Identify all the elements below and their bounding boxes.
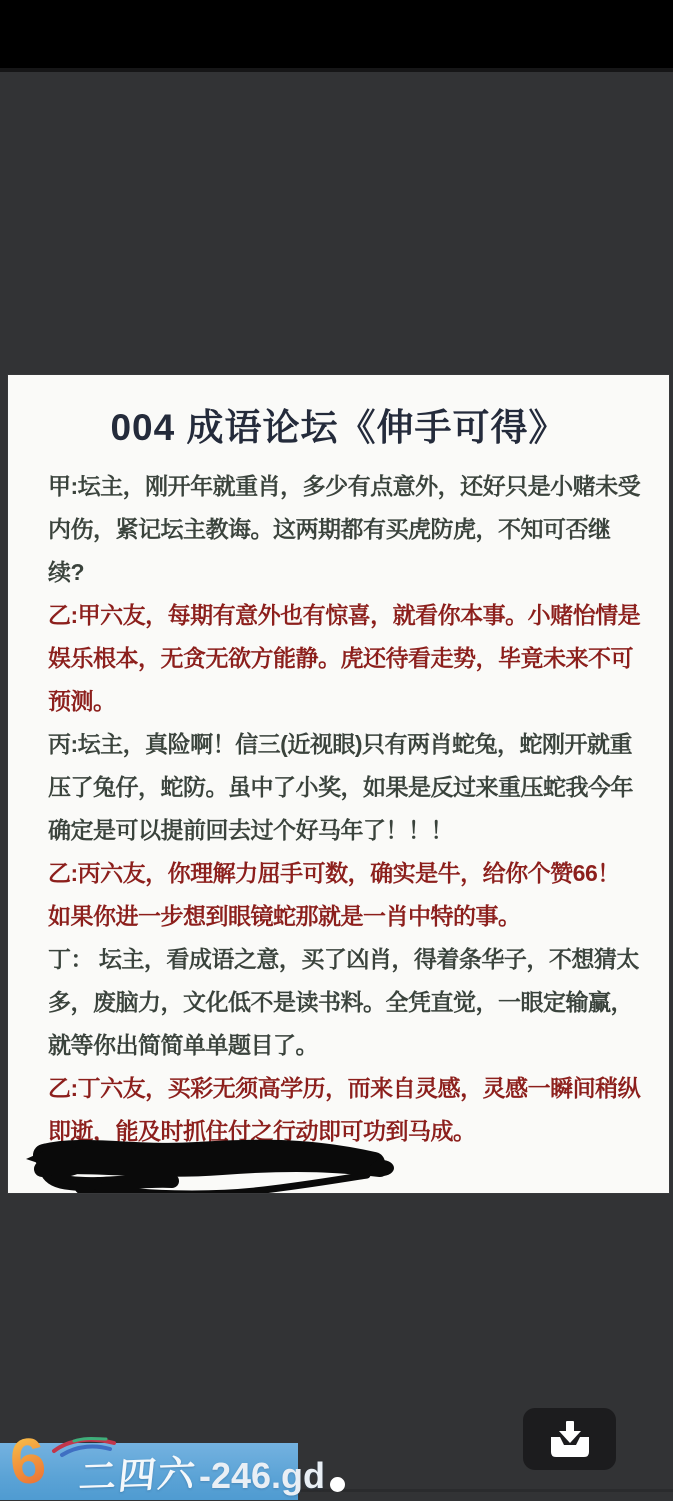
document-body	[8, 465, 669, 1153]
watermark-site-name: 二四六	[77, 1452, 200, 1498]
dialog-paragraph-yi-2: 乙:丙六友，你理解力屈手可数，确实是牛，给你个赞66！如果你进一步想到眼镜蛇那就是一肖中特的事。	[48, 860, 620, 929]
watermark-logo-6: 6	[6, 1423, 50, 1499]
dialog-paragraph-yi-1: 乙:甲六友，每期有意外也有惊喜，就看你本事。小赌怡情是娱乐根本，无贪无欲方能静。虎还待看走势，毕竟未来不可预测。	[48, 602, 641, 714]
top-bar-divider	[0, 68, 673, 72]
redaction-scribble	[22, 1139, 452, 1193]
download-icon	[547, 1419, 593, 1459]
watermark-logo	[6, 1423, 78, 1500]
page-indicator-dot	[330, 1477, 345, 1492]
dialog-paragraph-yi-3: 乙:丁六友，买彩无须高学历，而来自灵感，灵感一瞬间稍纵即逝，能及时抓住付之行动即可功到马成。	[48, 1075, 641, 1144]
watermark-text	[77, 1445, 326, 1499]
dialog-paragraph-ding: 丁： 坛主，看成语之意，买了凶肖，得着条华子，不想猜太多，废脑力，文化低不是读书料。全凭直觉，一眼定输赢，就等你出简简单单题目了。	[48, 946, 639, 1058]
watermark-domain: -246.gd	[199, 1454, 326, 1496]
download-button[interactable]	[523, 1408, 616, 1470]
top-status-bar	[0, 0, 673, 68]
watermark-banner	[0, 1423, 326, 1500]
document-image[interactable]	[8, 375, 669, 1193]
dialog-paragraph-jia: 甲:坛主，刚开年就重肖，多少有点意外，还好只是小赌未受内伤，紧记坛主教诲。这两期都有买虎防虎，不知可否继续?	[48, 473, 641, 585]
document-title: 004 成语论坛《伸手可得》	[110, 407, 567, 448]
dialog-paragraph-bing: 丙:坛主，真险啊！信三(近视眼)只有两肖蛇兔，蛇刚开就重压了兔仔，蛇防。虽中了小奖，如果是反过来重压蛇我今年确定是可以提前回去过个好马年了！！！	[48, 731, 633, 843]
